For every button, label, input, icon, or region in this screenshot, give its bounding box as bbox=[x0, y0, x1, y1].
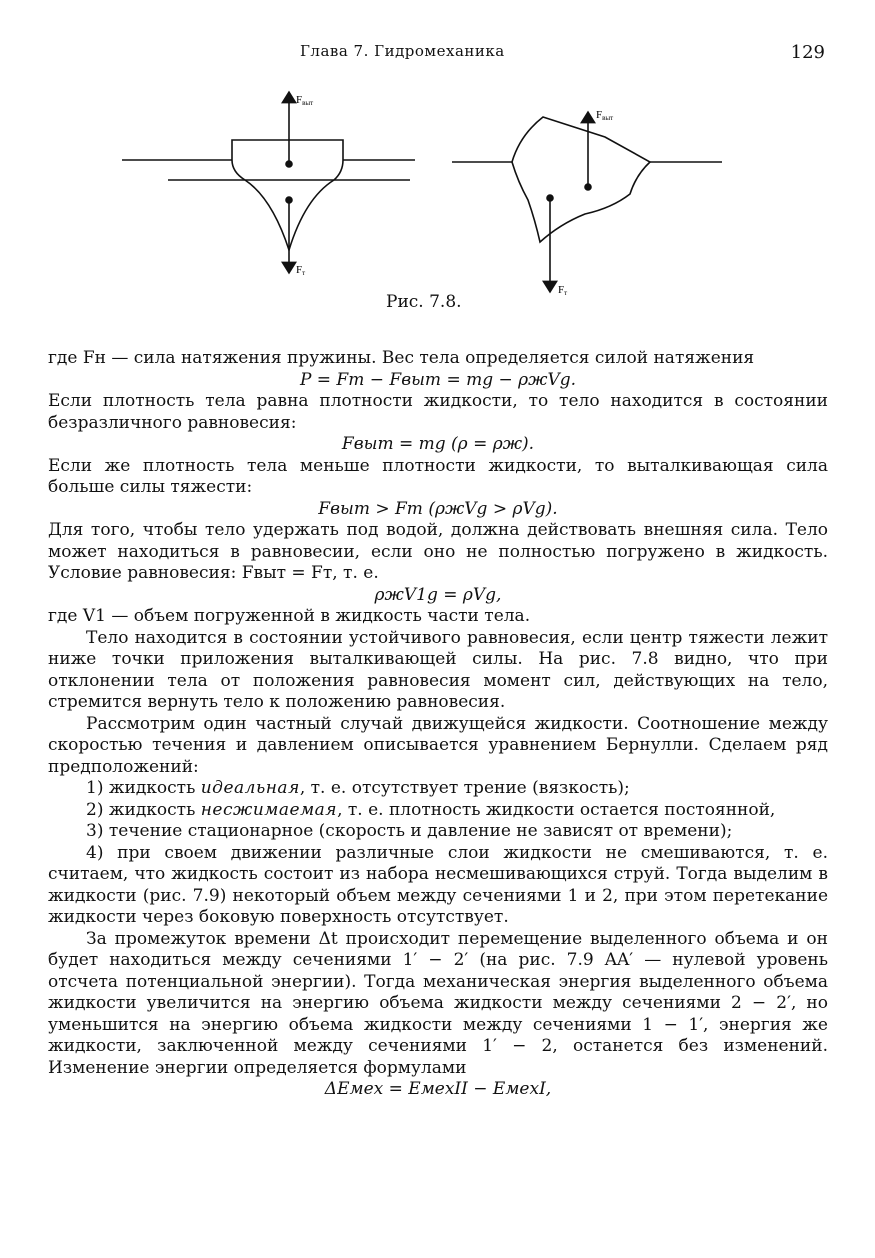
paragraph: Тело находится в состоянии устойчивого равновесия, если центр тяжести лежит ниже точки приложения выталкивающей силы. На рис. 7.8 видно, что при отклонении тела от положения равновесия момент сил, действующих на тело, стремится вернуть тело к положению равновесия. bbox=[48, 627, 828, 712]
list-item: 4) при своем движении различные слои жидкости не смешиваются, т. е. считаем, что жидкость состоит из набора несмешивающихся струй. Тогда выделим в жидкости (рис. 7.9) некоторый объем между сечениями 1 и 2, при этом перетекание жидкости через боковую поверхность отсутствует. bbox=[48, 842, 828, 927]
left-gravity-label: Fт bbox=[296, 264, 306, 277]
right-gravity-label: Fт bbox=[558, 284, 568, 295]
paragraph: где V1 — объем погруженной в жидкость части тела. bbox=[48, 606, 531, 626]
formula: Fвыт = mg (ρ = ρж). bbox=[341, 434, 535, 454]
right-tilted-body bbox=[452, 117, 722, 287]
chapter-title: Глава 7. Гидромеханика bbox=[300, 42, 505, 60]
figure-7-8 bbox=[0, 80, 875, 295]
right-buoyant-label: Fвыт bbox=[596, 109, 614, 122]
list-item: 1) жидкость идеальная, т. е. отсутствует трение (вязкость); bbox=[86, 778, 630, 798]
paragraph: где Fн — сила натяжения пружины. Вес тела определяется силой натяжения bbox=[48, 348, 755, 368]
formula: Fвыт > Fт (ρжVg > ρVg). bbox=[318, 498, 558, 519]
page-number: 129 bbox=[790, 42, 825, 63]
list-item: 3) течение стационарное (скорость и давление не зависят от времени); bbox=[86, 821, 733, 841]
paragraph: Рассмотрим один частный случай движущейся жидкости. Соотношение между скоростью течения и давлением описывается уравнением Бернулли. Сделаем ряд предположений: bbox=[48, 713, 828, 777]
body-text bbox=[48, 348, 828, 1101]
emphasis: несжимаемая bbox=[200, 799, 338, 820]
paragraph: Если плотность тела равна плотности жидкости, то тело находится в состоянии безразличного равновесия: bbox=[48, 391, 828, 433]
paragraph: Для того, чтобы тело удержать под водой, должна действовать внешняя сила. Тело может находиться в равновесии, если оно не полностью погружено в жидкость. Условие равновесия: Fвыт = Fт, т. е. bbox=[48, 520, 828, 583]
paragraph: Если же плотность тела меньше плотности жидкости, то выталкивающая сила больше силы тяжести: bbox=[48, 455, 828, 497]
left-buoyant-label: Fвыт bbox=[296, 94, 314, 107]
figure-caption: Рис. 7.8. bbox=[386, 292, 462, 312]
formula: ρжV1g = ρVg, bbox=[374, 584, 502, 605]
formula: P = Fт − Fвыт = mg − ρжVg. bbox=[299, 369, 577, 390]
left-floating-body bbox=[122, 97, 415, 268]
list-item: 2) жидкость несжимаемая, т. е. плотность жидкости остается постоянной, bbox=[86, 799, 776, 820]
paragraph: За промежуток времени Δt происходит перемещение выделенного объема и он будет находиться между сечениями 1′ − 2′ (на рис. 7.9 AA′ — нулевой уровень отсчета потенциальной энергии). Тогда механическая энергия выделенного объема жидкости увеличится на энергию объема жидкости между сечениями 2 − 2′, но уменьшится на энергию объема жидкости между сечениями 1 − 1′, энергия же жидкости, заключенной между сечениями 1′ − 2, останется без изменений. Изменение энергии определяется формулами bbox=[48, 928, 828, 1078]
page-header bbox=[0, 42, 875, 68]
emphasis: идеальная bbox=[200, 778, 300, 798]
formula: ΔEмех = EмехII − EмехI, bbox=[324, 1079, 552, 1099]
